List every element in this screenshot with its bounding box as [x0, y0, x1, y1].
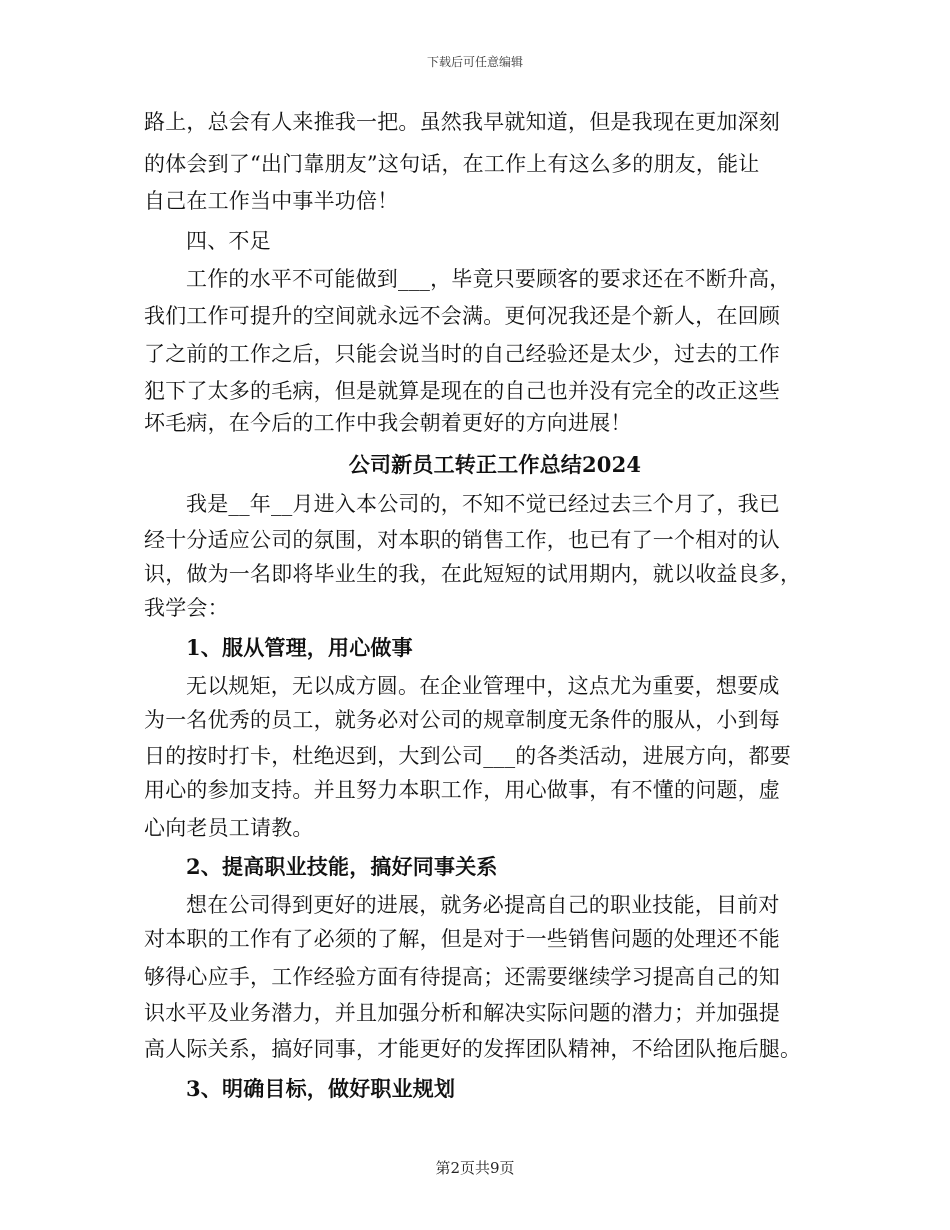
- paragraph-line: 路上，总会有人来推我一把。虽然我早就知道，但是我现在更加深刻: [144, 110, 780, 134]
- page-number-footer: 第2页共9页: [435, 1159, 515, 1177]
- paragraph-line: 无以规矩，无以成方圆。在企业管理中，这点尤为重要，想要成: [186, 674, 780, 698]
- paragraph-line: 我是__年__月进入本公司的，不知不觉已经过去三个月了，我已: [186, 492, 780, 516]
- paragraph-line: 识，做为一名即将毕业生的我，在此短短的试用期内，就以收益良多，: [144, 562, 802, 586]
- paragraph-line: 我学会：: [144, 596, 229, 620]
- paragraph-line: 够得心应手，工作经验方面有待提高；还需要继续学习提高自己的知: [144, 965, 780, 989]
- paragraph-line: 用心的参加支持。并且努力本职工作，用心做事，有不懂的问题，虚: [144, 778, 780, 802]
- paragraph-line: 为一名优秀的员工，就务必对公司的规章制度无条件的服从，小到每: [144, 708, 780, 732]
- paragraph-line: 的体会到了“出门靠朋友”这句话，在工作上有这么多的朋友，能让: [144, 152, 760, 176]
- paragraph-line: 高人际关系，搞好同事，才能更好的发挥团队精神，不给团队拖后腿。: [144, 1037, 802, 1061]
- paragraph-line: 想在公司得到更好的进展，就务必提高自己的职业技能，目前对: [186, 893, 780, 917]
- subheading-2: 2、提高职业技能，搞好同事关系: [186, 854, 498, 879]
- section-heading-shortcomings: 四、不足: [186, 229, 271, 253]
- paragraph-line: 日的按时打卡，杜绝迟到，大到公司___的各类活动，进展方向，都要: [144, 744, 791, 768]
- page-header: 下载后可任意编辑: [426, 55, 523, 69]
- paragraph-line: 犯下了太多的毛病，但是就算是现在的自己也并没有完全的改正这些: [144, 379, 780, 403]
- paragraph-line: 我们工作可提升的空间就永远不会满。更何况我还是个新人，在回顾: [144, 304, 780, 328]
- paragraph-line: 自己在工作当中事半功倍！: [144, 189, 399, 213]
- paragraph-line: 了之前的工作之后，只能会说当时的自己经验还是太少，过去的工作: [144, 342, 780, 366]
- paragraph-line: 识水平及业务潜力，并且加强分析和解决实际问题的潜力；并加强提: [144, 1001, 780, 1025]
- paragraph-line: 经十分适应公司的氛围，对本职的销售工作，也已有了一个相对的认: [144, 528, 780, 552]
- subheading-1: 1、服从管理，用心做事: [186, 635, 413, 660]
- paragraph-line: 工作的水平不可能做到___，毕竟只要顾客的要求还在不断升高，: [186, 267, 791, 291]
- paragraph-line: 坏毛病，在今后的工作中我会朝着更好的方向进展！: [144, 411, 632, 435]
- subheading-3: 3、明确目标，做好职业规划: [186, 1076, 456, 1101]
- paragraph-line: 对本职的工作有了必须的了解，但是对于一些销售问题的处理还不能: [144, 927, 780, 951]
- paragraph-line: 心向老员工请教。: [144, 816, 314, 840]
- document-title: 公司新员工转正工作总结2024: [348, 452, 642, 477]
